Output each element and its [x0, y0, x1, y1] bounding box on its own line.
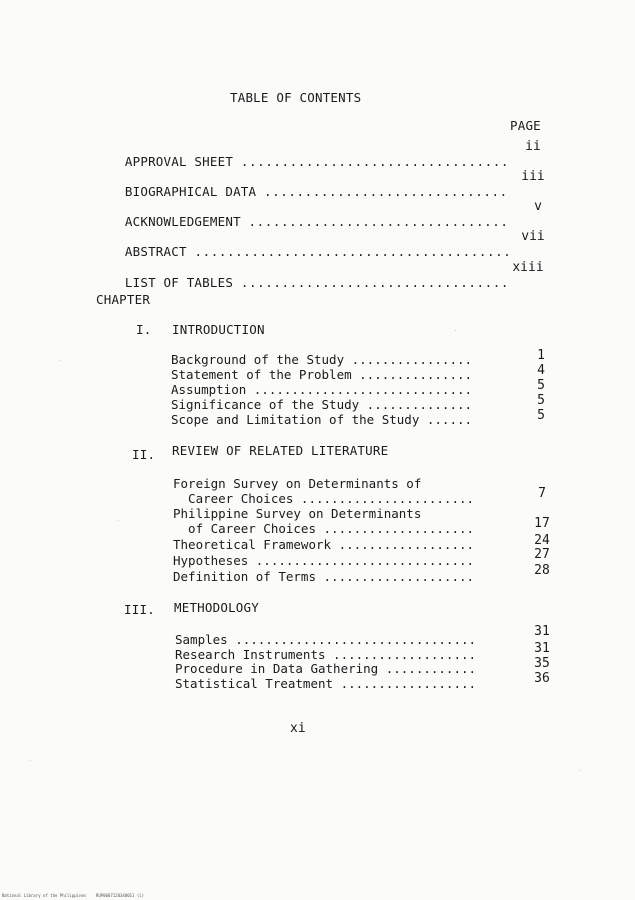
toc-subentry: Research Instruments ................... — [175, 647, 477, 662]
toc-page-number: xiii — [512, 260, 544, 275]
toc-subentry: Scope and Limitation of the Study ...... — [171, 412, 473, 427]
chapter-numeral: III. — [124, 602, 155, 617]
toc-page-number: 17 — [534, 516, 550, 531]
toc-page-number: 7 — [538, 486, 546, 501]
toc-page-number: 24 — [534, 533, 550, 548]
toc-page-number: 27 — [534, 547, 550, 562]
library-footer: National Library of the Philippines RUP0007120340011 (i) — [2, 893, 145, 898]
page-column-header: PAGE — [510, 118, 541, 133]
leader-dots: ....................................... — [194, 244, 512, 259]
toc-subentry: Definition of Terms .................... — [173, 569, 475, 584]
chapter-numeral: I. — [136, 322, 152, 337]
toc-subentry: of Career Choices .................... — [173, 521, 475, 536]
toc-title: TABLE OF CONTENTS — [230, 90, 362, 105]
toc-entry-list-of-tables — [94, 260, 509, 305]
scan-speck — [30, 760, 31, 761]
toc-subentry: Hypotheses ............................. — [173, 553, 475, 568]
toc-page-number: 1 — [537, 348, 545, 363]
toc-subentry: Significance of the Study .............. — [171, 397, 473, 412]
toc-subentry: Background of the Study ................ — [171, 352, 473, 367]
toc-page-number: ii — [525, 139, 541, 154]
toc-subentry: Statistical Treatment .................. — [175, 676, 477, 691]
leader-dots: .............................. — [263, 184, 508, 199]
scan-speck — [118, 520, 119, 521]
toc-subentry: Statement of the Problem ............... — [171, 367, 473, 382]
toc-subentry: Philippine Survey on Determinants — [173, 506, 422, 521]
toc-page-number: v — [534, 199, 542, 214]
chapter-numeral: II. — [132, 447, 156, 462]
scan-speck — [580, 770, 581, 771]
leader-dots: ................................. — [240, 275, 509, 290]
toc-subentry: Career Choices ....................... — [173, 491, 475, 506]
chapter-title: REVIEW OF RELATED LITERATURE — [172, 443, 389, 458]
toc-entry-label: ACKNOWLEDGEMENT — [124, 214, 241, 229]
toc-page-number: iii — [521, 169, 545, 184]
toc-page-number: 5 — [537, 408, 545, 423]
chapter-heading: CHAPTER — [96, 292, 151, 307]
toc-page-number: 28 — [534, 563, 550, 578]
toc-entry-label: LIST OF TABLES — [124, 275, 234, 290]
toc-page-number: 4 — [537, 363, 545, 378]
toc-subentry: Assumption ............................. — [171, 382, 473, 397]
toc-page-number: 36 — [534, 671, 550, 686]
toc-entry-label: BIOGRAPHICAL DATA — [124, 184, 257, 199]
chapter-title: METHODOLOGY — [174, 600, 259, 615]
toc-page-number: 5 — [537, 378, 545, 393]
toc-page-number: 31 — [534, 624, 550, 639]
toc-page-number: vii — [521, 229, 545, 244]
toc-page-number: 31 — [534, 641, 550, 656]
toc-page-number: 5 — [537, 393, 545, 408]
toc-subentry: Samples ................................ — [175, 632, 477, 647]
leader-dots: ................................. — [240, 154, 509, 169]
toc-subentry: Foreign Survey on Determinants of — [173, 476, 422, 491]
toc-subentry: Theoretical Framework .................. — [173, 537, 475, 552]
page-number: xi — [290, 721, 306, 736]
toc-entry-label: ABSTRACT — [124, 244, 187, 259]
toc-subentry: Procedure in Data Gathering ............ — [175, 661, 477, 676]
scan-speck — [455, 330, 456, 331]
leader-dots: ................................ — [248, 214, 509, 229]
chapter-title: INTRODUCTION — [172, 322, 265, 337]
toc-page-number: 35 — [534, 656, 550, 671]
toc-entry-label: APPROVAL SHEET — [124, 154, 234, 169]
scan-speck — [60, 360, 61, 361]
